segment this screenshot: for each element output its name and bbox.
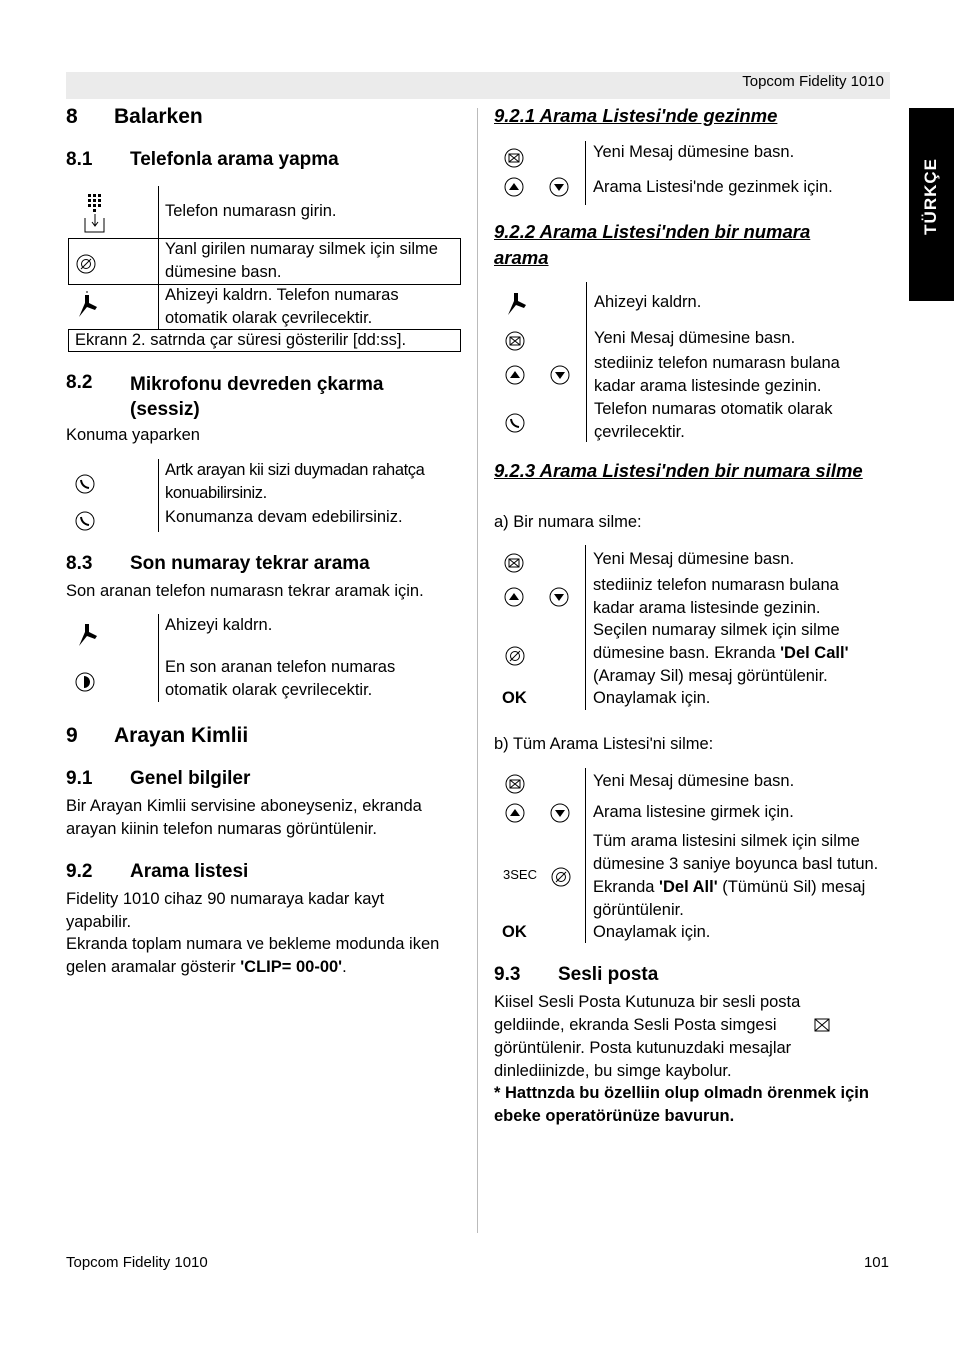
table-divider (585, 768, 586, 943)
section-8-number: 8 (66, 105, 78, 128)
section-9-2-3-title: 9.2.3 Arama Listesi'nden bir numara silme (494, 460, 863, 481)
delete-button-icon (551, 867, 571, 887)
section-9-number: 9 (66, 724, 78, 747)
table-divider (158, 238, 159, 329)
section-text: Ekranda toplam numara ve bekleme modunda iken gelen aramalar gösterir 'CLIP= 00-00'. (66, 935, 440, 976)
subsection-label: b) Tüm Arama Listesi'ni silme: (494, 735, 714, 753)
column-divider (477, 108, 478, 1233)
language-tab (909, 108, 954, 301)
section-8-2-title: Mikrofonu devreden çkarma (sessiz) (130, 374, 384, 420)
handset-up-icon (504, 289, 528, 319)
table-row-text: stediiniz telefon numarasn bulana kadar arama listesinde gezinin. (593, 576, 839, 617)
down-arrow-icon (549, 587, 569, 607)
up-arrow-icon (505, 803, 525, 823)
message-button-icon (504, 553, 524, 573)
section-intro: Konuma yaparken (66, 426, 200, 444)
table-row-text: Yeni Mesaj dümesine basn. (594, 329, 796, 347)
section-text: Fidelity 1010 cihaz 90 numaraya kadar kayt yapabilir. (66, 890, 385, 931)
section-9-1-number: 9.1 (66, 768, 93, 789)
table-row-text: En son aranan telefon numaras otomatik olarak çevrilecektir. (165, 658, 396, 699)
redial-button-icon (75, 672, 95, 692)
language-tab-label: TÜRKÇE (921, 158, 940, 235)
message-button-icon (504, 148, 524, 168)
down-arrow-icon (549, 177, 569, 197)
table-row-text: Ahizeyi kaldrn. (594, 293, 702, 311)
table-row-text: Yeni Mesaj dümesine basn. (593, 143, 795, 161)
section-8-title: Balarken (114, 105, 203, 128)
down-arrow-icon (550, 803, 570, 823)
table-divider (585, 545, 586, 710)
table-row-text: Konumanza devam edebilirsiniz. (165, 508, 403, 526)
message-button-icon (505, 774, 525, 794)
page-number: 101 (863, 1254, 889, 1271)
table-row-text: Ahizeyi kaldrn. Telefon numaras otomatik olarak çevrilecektir. (165, 286, 399, 327)
table-row-text: Ahizeyi kaldrn. (165, 616, 273, 634)
section-9-2-number: 9.2 (66, 861, 93, 882)
up-arrow-icon (504, 177, 524, 197)
table-row-text: Tüm arama listesini silmek için silme dümesine 3 saniye boyunca basl tutun. Ekranda 'Del All' (Tümünü Sil) mesaj görüntülenir. (593, 832, 879, 919)
up-arrow-icon (505, 365, 525, 385)
section-8-3-number: 8.3 (66, 553, 93, 574)
ok-key-label: OK (502, 923, 527, 941)
table-row-text: stediiniz telefon numarasn bulana kadar arama listesinde gezinin. (594, 354, 840, 395)
handset-up-icon (75, 291, 99, 321)
subsection-label: a) Bir numara silme: (494, 513, 642, 531)
table-row-text: Artk arayan kii sizi duymadan rahatça konuabilirsiniz. (165, 461, 425, 502)
delete-button-icon (76, 254, 96, 274)
table-row-text: Seçilen numaray silmek için silme dümesine basn. Ekranda 'Del Call' (Aramay Sil) mesaj görüntülenir. (593, 621, 849, 685)
section-9-2-1-title: 9.2.1 Arama Listesi'nde gezinme (494, 105, 778, 126)
envelope-icon (814, 1018, 830, 1032)
three-seconds-label: 3SEC (503, 867, 537, 882)
table-divider (585, 141, 586, 205)
table-row-text: Telefon numarasn girin. (165, 202, 337, 220)
talk-button-icon (75, 511, 95, 531)
section-9-title: Arayan Kimlii (114, 724, 249, 747)
table-divider (158, 186, 159, 238)
section-9-1-title: Genel bilgiler (130, 768, 251, 789)
talk-button-icon (75, 474, 95, 494)
table-row-text: Onaylamak için. (593, 923, 711, 941)
table-divider (158, 614, 159, 702)
section-8-1-title: Telefonla arama yapma (130, 149, 339, 170)
talk-button-icon (505, 413, 525, 433)
section-9-2-title: Arama listesi (130, 861, 249, 882)
section-8-1-number: 8.1 (66, 149, 93, 170)
keypad-icon (84, 192, 106, 234)
table-row-text: Ekrann 2. satrnda çar süresi gösterilir [dd:ss]. (75, 331, 407, 349)
table-divider (586, 282, 587, 442)
delete-button-icon (505, 646, 525, 666)
ok-key-label: OK (502, 689, 527, 707)
table-row-text: Yeni Mesaj dümesine basn. (593, 772, 795, 790)
table-row-text: Arama Listesi'nde gezinmek için. (593, 178, 833, 196)
table-row-text: Yeni Mesaj dümesine basn. (593, 550, 795, 568)
section-9-3-number: 9.3 (494, 964, 521, 985)
footer-title: Topcom Fidelity 1010 (66, 1254, 208, 1271)
table-row-text: Arama listesine girmek için. (593, 803, 794, 821)
header-title: Topcom Fidelity 1010 (742, 73, 884, 90)
table-row-text: Onaylamak için. (593, 689, 711, 707)
message-button-icon (505, 331, 525, 351)
section-text: görüntülenir. Posta kutunuzdaki mesajlar dinlediinizde, bu simge kaybolur. (494, 1039, 792, 1080)
table-row-text: Yanl girilen numaray silmek için silme dümesine basn. (165, 240, 438, 281)
table-divider (158, 459, 159, 532)
section-note: * Hattnzda bu özelliin olup olmadn örenmek için ebeke operatörünüze bavurun. (494, 1084, 869, 1125)
handset-up-icon (75, 620, 99, 650)
up-arrow-icon (504, 587, 524, 607)
section-8-2-number: 8.2 (66, 372, 93, 393)
section-intro: Son aranan telefon numarasn tekrar aramak için. (66, 582, 424, 600)
section-8-3-title: Son numaray tekrar arama (130, 553, 370, 574)
down-arrow-icon (550, 365, 570, 385)
section-9-3-title: Sesli posta (558, 964, 659, 985)
table-row-text: Telefon numaras otomatik olarak çevrilecektir. (594, 400, 833, 441)
section-9-2-2-title: 9.2.2 Arama Listesi'nden bir numara arama (494, 221, 811, 268)
section-text: Kiisel Sesli Posta Kutunuza bir sesli posta geldiinde, ekranda Sesli Posta simgesi (494, 993, 801, 1034)
section-text: Bir Arayan Kimlii servisine aboneyseniz, ekranda arayan kiinin telefon numaras görüntülenir. (66, 797, 422, 838)
